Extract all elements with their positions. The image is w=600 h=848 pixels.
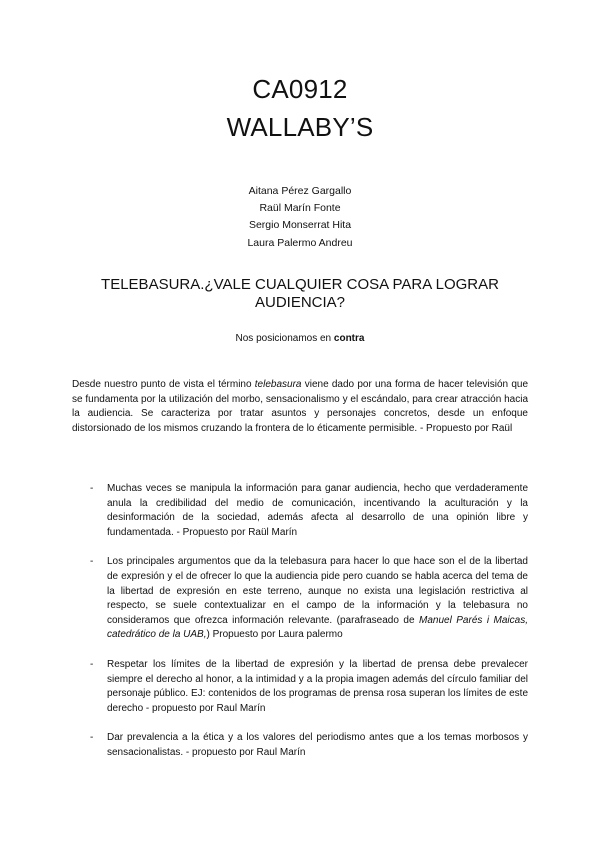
bullet-dash: - — [90, 556, 94, 568]
stance-statement — [0, 332, 600, 346]
list-item — [72, 658, 528, 716]
bullet-dash: - — [90, 658, 94, 670]
author-list — [0, 183, 600, 252]
group-code-title: CA0912 — [252, 74, 348, 104]
list-item-text: Dar prevalencia a la ética y a los valores del periodismo antes que a los temas morbosos y sensacionalistas. - propuesto por Raul Marín — [107, 732, 528, 758]
intro-text-part1: Desde nuestro punto de vista el término — [72, 379, 255, 390]
list-item-text: Los principales argumentos que da la telebasura para hacer lo que hace son el de la libertad de expresión y el de ofrecer lo que la audiencia pide pero cuando se habla acerca del tema de la libertad de expresión en este terreno, aunque no exista una legislación restrictiva al respecto, se suele contextualizar en el campo de la información y la telebasura no consideramos que ofrezca información relevante. (parafraseado de — [107, 556, 528, 626]
debate-topic-heading: TELEBASURA.¿VALE CUALQUIER COSA PARA LOGRAR AUDIENCIA? — [101, 276, 499, 311]
stance-emphasis: contra — [333, 333, 365, 344]
list-item-text: Muchas veces se manipula la información para ganar audiencia, hecho que verdaderamente anula la credibilidad del medio de comunicación, incentivando la aculturación y la desinformación de la sociedad, además afecta al desarrollo de una opinión libre y fundamentada. - Propuesto por Raül Marín — [107, 483, 528, 538]
list-item-text: ) Propuesto por Laura palermo — [206, 629, 343, 641]
list-item — [72, 482, 528, 540]
bullet-dash: - — [90, 732, 94, 744]
author-name: Aitana Pérez Gargallo — [248, 185, 352, 197]
list-item — [72, 731, 528, 760]
author-name: Raül Marín Fonte — [259, 202, 341, 215]
list-item — [72, 555, 528, 643]
group-name-title: WALLABY’S — [226, 112, 374, 142]
author-name: Sergio Monserrat Hita — [248, 219, 352, 232]
list-item-text: Respetar los límites de la libertad de expresión y la libertad de prensa debe prevalecer siempre el derecho al honor, a la intimidad y a la propia imagen además del círculo familiar del personaje público. EJ: contenidos de los programas de prensa rosa superan los límites de este derecho - propuesto por Raul Marín — [107, 658, 528, 714]
stance-prefix: Nos posicionamos en — [235, 333, 334, 344]
intro-paragraph — [72, 378, 528, 436]
intro-italic-term: telebasura — [254, 379, 302, 390]
intro-text-part2: viene dado por una forma de hacer televisión que se fundamenta por la utilización del morbo, sensacionalismo y el escándalo, para crear atracción hacia la audiencia. Se caracteriza por tratar asuntos y personajes concretos, desde un enfoque distorsionado de los mismos cruzando la frontera de lo éticamente permisible. - Propuesto por Raül — [72, 379, 529, 434]
author-name: Laura Palermo Andreu — [247, 236, 353, 249]
bullet-dash: - — [90, 483, 94, 494]
list-item-citation: Manuel Parés i Maicas, catedrático de la UAB, — [107, 614, 528, 641]
argument-list — [72, 482, 528, 776]
